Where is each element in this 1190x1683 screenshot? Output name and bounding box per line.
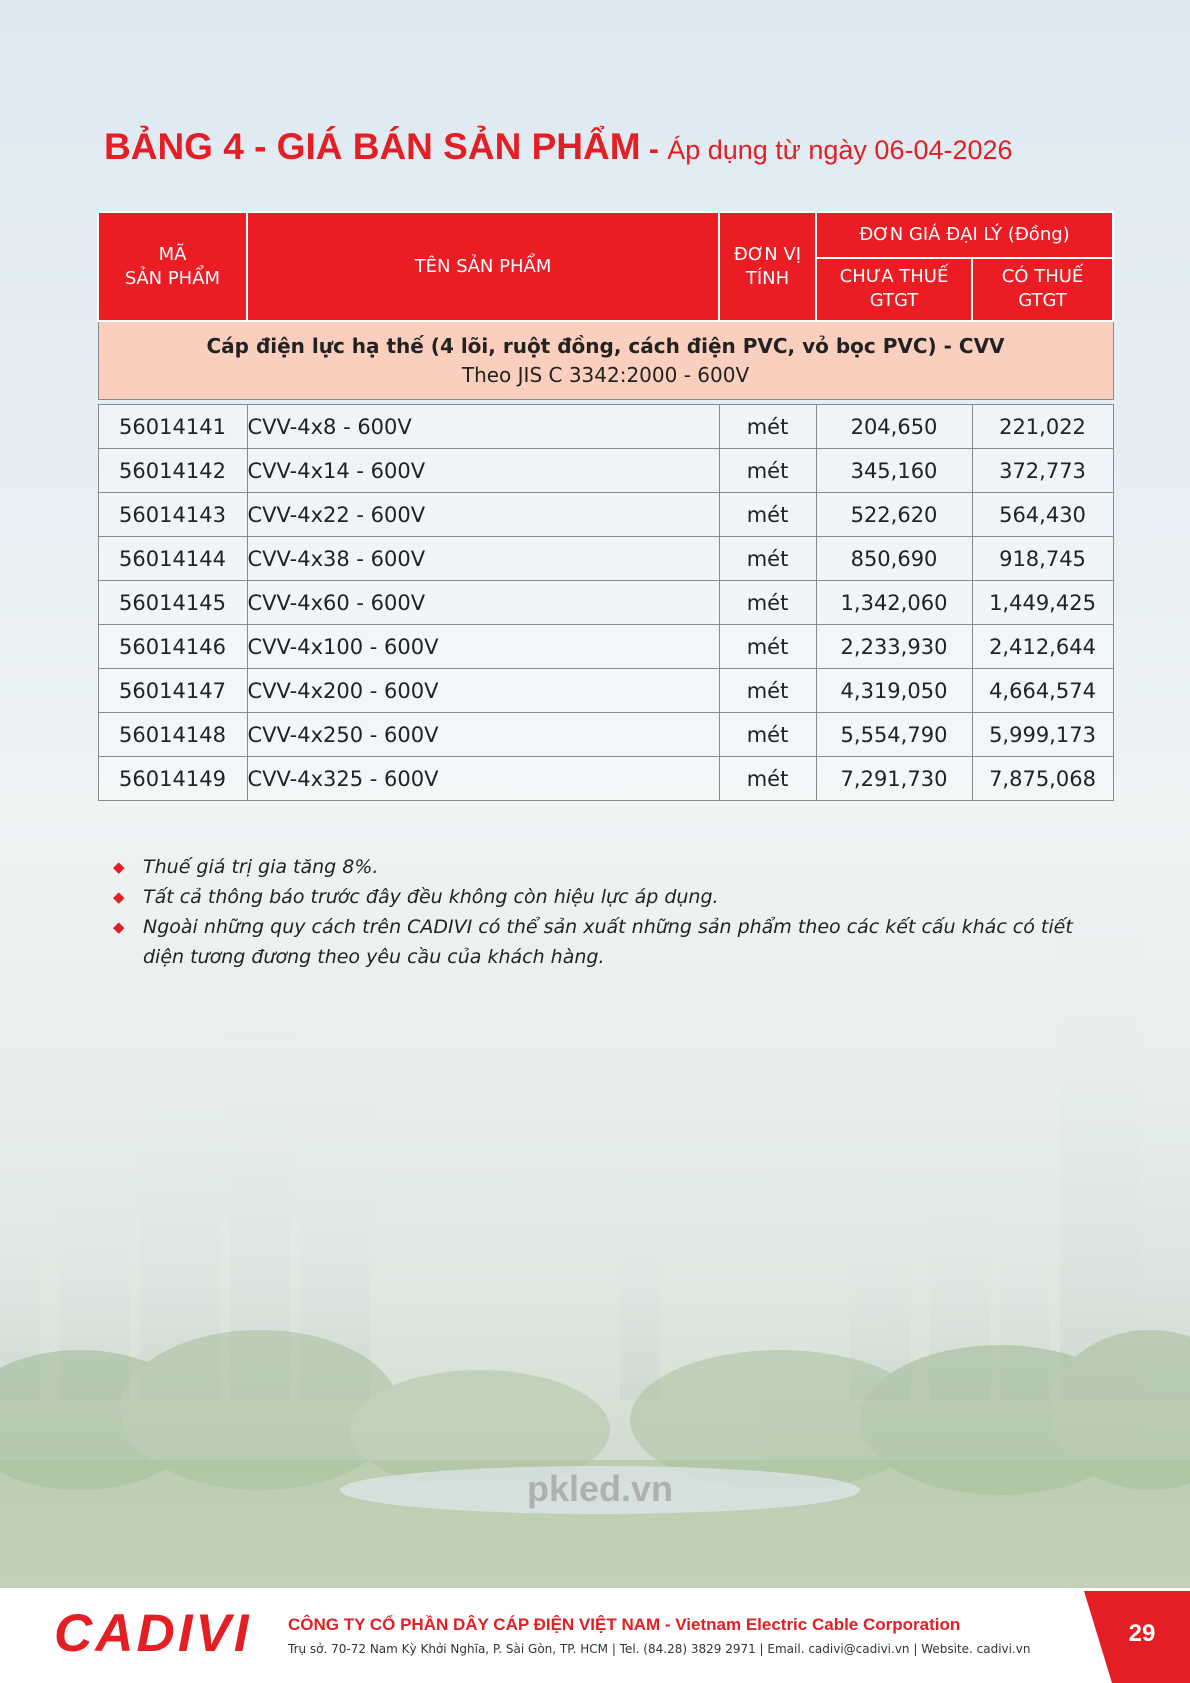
- cell-pre-tax: 2,233,930: [816, 625, 972, 669]
- cell-code: 56014149: [98, 757, 247, 801]
- cell-code: 56014145: [98, 581, 247, 625]
- cell-unit: mét: [719, 757, 816, 801]
- cell-unit: mét: [719, 669, 816, 713]
- price-table: [97, 211, 1114, 801]
- note-text: Thuế giá trị gia tăng 8%.: [143, 856, 379, 878]
- diamond-bullet-icon: ◆: [113, 888, 125, 906]
- cell-name: CVV-4x38 - 600V: [247, 537, 719, 581]
- product-group-title: Cáp điện lực hạ thế (4 lõi, ruột đồng, cách điện PVC, vỏ bọc PVC) - CVV: [206, 333, 1005, 358]
- note-item: [113, 882, 1103, 912]
- title-main: BẢNG 4 - GIÁ BÁN SẢN PHẨM: [104, 126, 641, 167]
- note-text: Ngoài những quy cách trên CADIVI có thể sản xuất những sản phẩm theo các kết cấu khác có tiết diện tương đương theo yêu cầu của khách hàng.: [143, 916, 1073, 968]
- table-row: [98, 405, 1113, 449]
- table-row: [98, 757, 1113, 801]
- cell-unit: mét: [719, 713, 816, 757]
- table-row: [98, 669, 1113, 713]
- table-row: [98, 449, 1113, 493]
- cell-code: 56014141: [98, 405, 247, 449]
- cell-with-tax: 4,664,574: [972, 669, 1113, 713]
- cell-code: 56014146: [98, 625, 247, 669]
- table-row: [98, 581, 1113, 625]
- cell-code: 56014147: [98, 669, 247, 713]
- cell-code: 56014142: [98, 449, 247, 493]
- page-number: 29: [1128, 1620, 1156, 1647]
- product-group-cell: [98, 321, 1113, 400]
- cell-unit: mét: [719, 537, 816, 581]
- cell-name: CVV-4x14 - 600V: [247, 449, 719, 493]
- cell-name: CVV-4x200 - 600V: [247, 669, 719, 713]
- cell-pre-tax: 7,291,730: [816, 757, 972, 801]
- cell-unit: mét: [719, 625, 816, 669]
- cell-name: CVV-4x8 - 600V: [247, 405, 719, 449]
- cell-code: 56014148: [98, 713, 247, 757]
- diamond-bullet-icon: ◆: [113, 858, 125, 876]
- note-text: Tất cả thông báo trước đây đều không còn hiệu lực áp dụng.: [143, 886, 719, 908]
- cell-unit: mét: [719, 493, 816, 537]
- notes-list: [113, 852, 1103, 972]
- cell-name: CVV-4x325 - 600V: [247, 757, 719, 801]
- header-product-code: MÃ SẢN PHẨM: [98, 212, 247, 321]
- cell-pre-tax: 204,650: [816, 405, 972, 449]
- cell-with-tax: 2,412,644: [972, 625, 1113, 669]
- cell-unit: mét: [719, 405, 816, 449]
- product-group-row: [98, 321, 1113, 400]
- cell-pre-tax: 345,160: [816, 449, 972, 493]
- cell-with-tax: 5,999,173: [972, 713, 1113, 757]
- header-pre-tax: CHƯA THUẾ GTGT: [816, 258, 972, 321]
- cell-with-tax: 221,022: [972, 405, 1113, 449]
- table-row: [98, 625, 1113, 669]
- header-dealer-price: ĐƠN GIÁ ĐẠI LÝ (Đồng): [816, 212, 1113, 258]
- product-group-standard: Theo JIS C 3342:2000 - 600V: [461, 362, 750, 387]
- cell-with-tax: 564,430: [972, 493, 1113, 537]
- title-dash: -: [640, 133, 668, 166]
- cell-with-tax: 372,773: [972, 449, 1113, 493]
- cell-pre-tax: 850,690: [816, 537, 972, 581]
- cell-name: CVV-4x60 - 600V: [247, 581, 719, 625]
- cell-pre-tax: 5,554,790: [816, 713, 972, 757]
- company-address: Trụ sở. 70-72 Nam Kỳ Khởi Nghĩa, P. Sài Gòn, TP. HCM | Tel. (84.28) 3829 2971 | Email. cadivi@cadivi.vn | Website. cadivi.vn: [288, 1642, 1031, 1656]
- cell-unit: mét: [719, 449, 816, 493]
- cell-unit: mét: [719, 581, 816, 625]
- cell-name: CVV-4x250 - 600V: [247, 713, 719, 757]
- header-product-name: TÊN SẢN PHẨM: [247, 212, 719, 321]
- header-with-tax: CÓ THUẾ GTGT: [972, 258, 1113, 321]
- table-row: [98, 713, 1113, 757]
- page-title: [104, 126, 1104, 176]
- cell-pre-tax: 4,319,050: [816, 669, 972, 713]
- cell-pre-tax: 1,342,060: [816, 581, 972, 625]
- diamond-bullet-icon: ◆: [113, 918, 125, 936]
- table-row: [98, 493, 1113, 537]
- company-name: CÔNG TY CỔ PHẦN DÂY CÁP ĐIỆN VIỆT NAM - Vietnam Electric Cable Corporation: [288, 1615, 961, 1634]
- cell-with-tax: 1,449,425: [972, 581, 1113, 625]
- note-item: [113, 852, 1103, 882]
- title-effective-date: Áp dụng từ ngày 06-04-2026: [667, 135, 1013, 165]
- cell-pre-tax: 522,620: [816, 493, 972, 537]
- watermark: pkled.vn: [526, 1468, 674, 1509]
- cell-code: 56014143: [98, 493, 247, 537]
- cell-with-tax: 7,875,068: [972, 757, 1113, 801]
- table-row: [98, 537, 1113, 581]
- cell-with-tax: 918,745: [972, 537, 1113, 581]
- note-item: [113, 912, 1103, 972]
- cell-code: 56014144: [98, 537, 247, 581]
- header-unit: ĐƠN VỊ TÍNH: [719, 212, 816, 321]
- cadivi-logo: CADIVI: [54, 1604, 252, 1663]
- cell-name: CVV-4x22 - 600V: [247, 493, 719, 537]
- cell-name: CVV-4x100 - 600V: [247, 625, 719, 669]
